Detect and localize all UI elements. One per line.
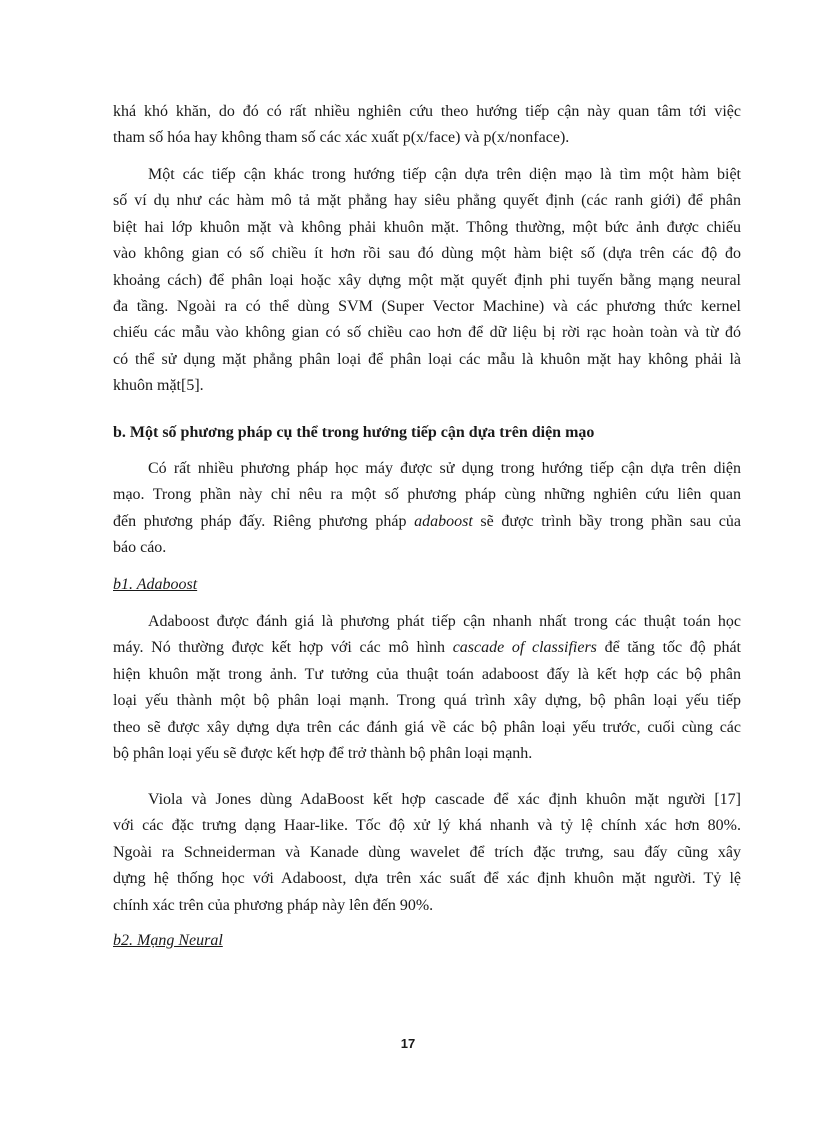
text-run: máy. Nó thường được kết hợp với các mô hình: [113, 639, 453, 657]
text-line: biệt hai lớp khuôn mặt và không phải khuôn mặt. Thông thường, một bức ảnh được chiếu: [113, 218, 741, 236]
text-line: vào không gian có số chiều ít hơn rồi sau đó dùng một hàm biệt số (dựa trên các độ đo: [113, 245, 741, 263]
text-line: Viola và Jones dùng AdaBoost kết hợp cascade để xác định khuôn mặt người [17]: [148, 791, 741, 808]
emphasis-adaboost: adaboost: [414, 512, 473, 530]
text-run: sẽ được trình bầy trong phần sau của: [472, 512, 741, 530]
subsection-heading-b2: b2. Mạng Neural: [113, 932, 223, 949]
text-line: Có rất nhiều phương pháp học máy được sử dụng trong hướng tiếp cận dựa trên diện: [148, 460, 741, 477]
text-line: Adaboost được đánh giá là phương phát tiếp cận nhanh nhất trong các thuật toán học: [148, 613, 741, 630]
text-line: đa tầng. Ngoài ra có thể dùng SVM (Super Vector Machine) và các phương thức kernel: [113, 298, 741, 316]
text-run: đến phương pháp đấy. Riêng phương pháp: [113, 512, 415, 530]
page-number: 17: [400, 1036, 416, 1051]
paragraph-viola-jones: [113, 787, 741, 919]
text-line: hiện khuôn mặt trong ảnh. Tư tưởng của thuật toán adaboost đấy là kết hợp các bộ phân: [113, 665, 741, 683]
text-line: với các đặc trưng dạng Haar-like. Tốc độ xử lý khá nhanh và tỷ lệ chính xác hơn 80%.: [113, 817, 741, 835]
text-line: tham số hóa hay không tham số các xác xuất p(x/face) và p(x/nonface).: [113, 129, 570, 147]
text-line: chiếu các mẫu vào không gian có số chiều cao hơn để dữ liệu bị rời rạc hoàn toàn và từ đó: [113, 324, 741, 342]
text-line: mạo. Trong phần này chỉ nêu ra một số phương pháp cùng những nghiên cứu liên quan: [113, 486, 741, 504]
text-line: khoảng cách) để phân loại hoặc xây dựng một mặt quyết định phi tuyến bằng mạng neural: [113, 271, 741, 289]
subsection-heading-b1: b1. Adaboost: [113, 576, 198, 593]
text-line: số ví dụ như các hàm mô tả mặt phẳng hay siêu phẳng quyết định (các ranh giới) để phân: [113, 192, 741, 210]
text-line: có thể sử dụng mặt phẳng phân loại để phân loại các mẫu là khuôn mặt hay không phải là: [113, 350, 741, 368]
paragraph-intro: [113, 99, 741, 152]
text-run: để tăng tốc độ phát: [596, 639, 741, 657]
text-line: Ngoài ra Schneiderman và Kanade dùng wavelet để trích đặc trưng, sau đấy cũng xây: [113, 843, 741, 861]
text-line: [113, 509, 741, 535]
text-line: báo cáo.: [113, 539, 167, 557]
section-heading-b: b. Một số phương pháp cụ thể trong hướng tiếp cận dựa trên diện mạo: [113, 424, 595, 441]
paragraph-adaboost: [113, 609, 741, 767]
text-line: [113, 635, 741, 661]
text-line: loại yếu thành một bộ phân loại mạnh. Trong quá trình xây dựng, bộ phân loại yếu tiếp: [113, 692, 741, 710]
text-line: khá khó khăn, do đó có rất nhiều nghiên cứu theo hướng tiếp cận này quan tâm tới việc: [113, 103, 741, 120]
text-line: chính xác trên của phương pháp này lên đến 90%.: [113, 896, 434, 914]
text-line: theo sẽ được xây dựng dựa trên các đánh giá về các bộ phân loại yếu trước, cuối cùng các: [113, 718, 741, 736]
text-line: bộ phân loại yếu sẽ được kết hợp để trở thành bộ phân loại mạnh.: [113, 745, 533, 763]
text-line: khuôn mặt[5].: [113, 377, 204, 395]
paragraph-discriminant: [113, 162, 741, 400]
paragraph-methods: [113, 456, 741, 562]
text-line: Một các tiếp cận khác trong hướng tiếp cận dựa trên diện mạo là tìm một hàm biệt: [148, 166, 741, 183]
text-line: dựng hệ thống học với Adaboost, dựa trên xác suất để xác định khuôn mặt người. Tỷ lệ: [113, 870, 741, 888]
emphasis-cascade: cascade of classifiers: [452, 639, 597, 657]
